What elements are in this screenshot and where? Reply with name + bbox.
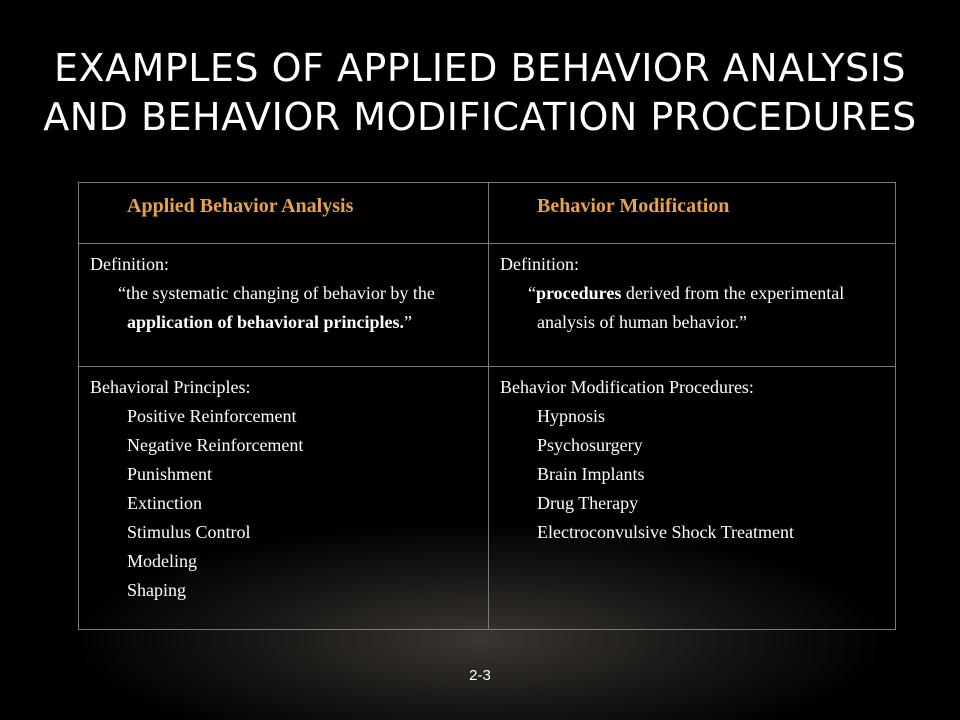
list-item: Hypnosis	[537, 406, 606, 426]
bm-definition-bold: procedures	[536, 283, 622, 303]
comparison-table	[78, 182, 896, 630]
open-quote: “	[118, 283, 126, 303]
slide-title-line-2: AND BEHAVIOR MODIFICATION PROCEDURES	[43, 95, 917, 139]
list-item: Modeling	[127, 551, 197, 571]
list-item: Electroconvulsive Shock Treatment	[537, 522, 794, 542]
list-item: Punishment	[127, 464, 213, 484]
list-item: Negative Reinforcement	[127, 435, 304, 455]
list-item: Stimulus Control	[127, 522, 251, 542]
bm-definition-plain: derived from the experimental analysis of human behavior.	[537, 283, 845, 332]
close-quote: ”	[404, 312, 413, 332]
header-applied-behavior-analysis: Applied Behavior Analysis	[127, 195, 354, 217]
list-row	[79, 367, 896, 630]
header-behavior-modification: Behavior Modification	[537, 195, 730, 217]
aba-definition-bold: application of behavioral principles.	[127, 312, 405, 332]
behavioral-principles-cell	[79, 367, 489, 630]
header-cell-right	[489, 183, 896, 244]
table-header-row	[79, 183, 896, 244]
open-quote: “	[528, 283, 536, 303]
slide-title	[30, 44, 930, 142]
modification-procedures-list	[500, 402, 885, 547]
page-number: 2-3	[469, 667, 491, 684]
behavioral-principles-heading: Behavioral Principles:	[90, 377, 251, 397]
behavioral-principles-list	[90, 402, 478, 605]
bm-definition-cell	[489, 244, 896, 367]
definition-row	[79, 244, 896, 367]
slide-title-line-1: EXAMPLES OF APPLIED BEHAVIOR ANALYSIS	[53, 46, 907, 90]
bm-definition-label: Definition:	[500, 254, 579, 274]
list-item: Positive Reinforcement	[127, 406, 297, 426]
list-item: Shaping	[127, 580, 187, 600]
aba-definition-cell	[79, 244, 489, 367]
list-item: Brain Implants	[537, 464, 645, 484]
list-item: Drug Therapy	[537, 493, 639, 513]
list-item: Psychosurgery	[537, 435, 643, 455]
modification-procedures-cell	[489, 367, 896, 630]
header-cell-left	[79, 183, 489, 244]
aba-definition-plain: the systematic changing of behavior by the	[126, 283, 435, 303]
aba-definition-text	[90, 279, 478, 337]
list-item: Extinction	[127, 493, 202, 513]
close-quote: ”	[738, 312, 747, 332]
bm-definition-text	[500, 279, 885, 337]
modification-procedures-heading: Behavior Modification Procedures:	[500, 377, 754, 397]
aba-definition-label: Definition:	[90, 254, 169, 274]
